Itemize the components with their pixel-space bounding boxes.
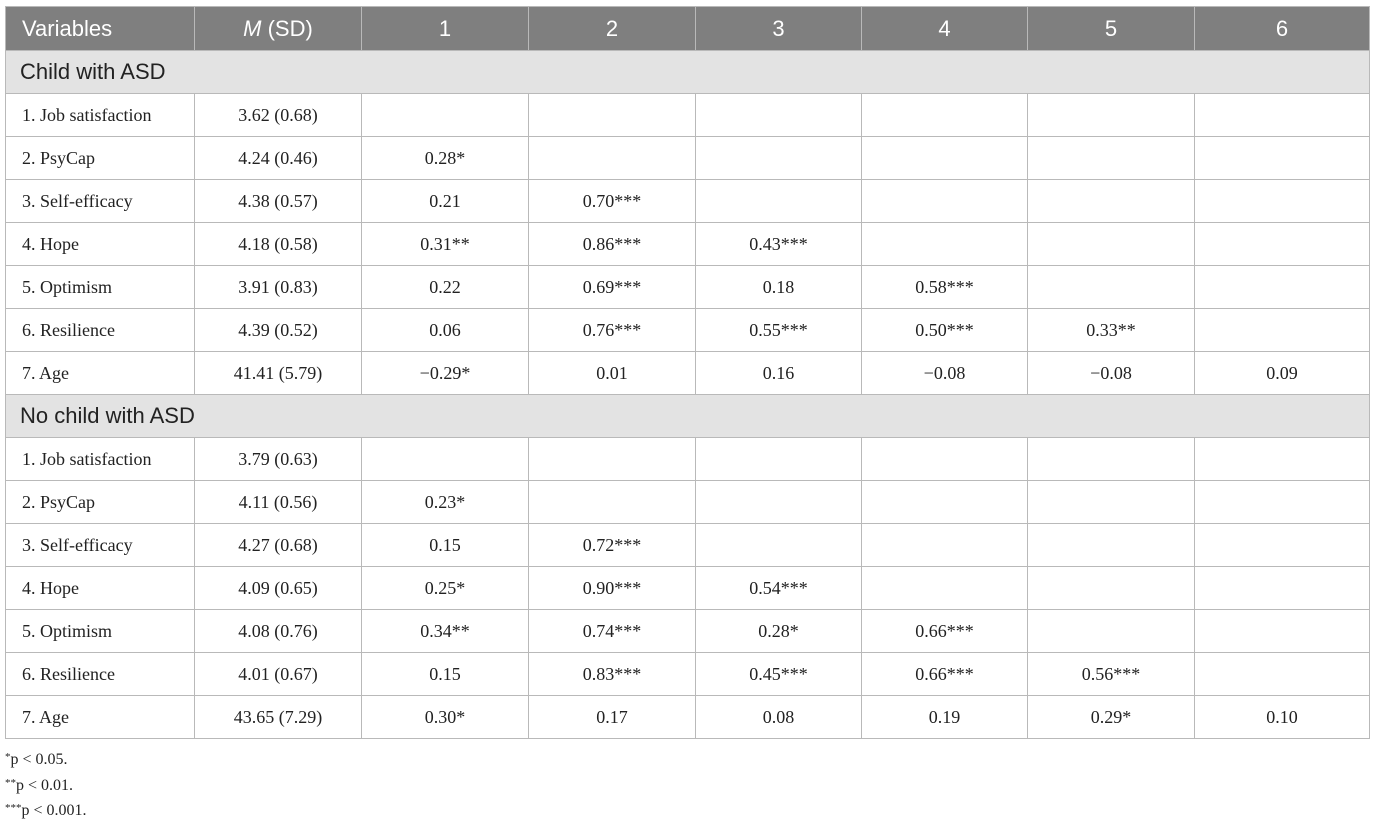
variable-cell: 3. Self-efficacy: [6, 180, 195, 223]
correlation-cell: 0.74***: [529, 610, 696, 653]
correlation-cell: [862, 137, 1028, 180]
correlation-cell: [1195, 481, 1370, 524]
note-p05: [5, 746, 87, 772]
table-row: [6, 438, 1370, 481]
note-p01: [5, 772, 87, 798]
correlation-cell: 0.28*: [362, 137, 529, 180]
correlation-cell: 0.09: [1195, 352, 1370, 395]
header-col-6: 6: [1195, 7, 1370, 51]
mean-sd-cell: 4.27 (0.68): [195, 524, 362, 567]
correlation-cell: 0.50***: [862, 309, 1028, 352]
correlation-cell: 0.22: [362, 266, 529, 309]
table-row: [6, 266, 1370, 309]
correlation-cell: [1028, 223, 1195, 266]
mean-sd-cell: 4.38 (0.57): [195, 180, 362, 223]
group-row: [6, 51, 1370, 94]
variable-cell: 7. Age: [6, 696, 195, 739]
correlation-cell: [529, 137, 696, 180]
correlation-cell: 0.55***: [696, 309, 862, 352]
header-col-5: 5: [1028, 7, 1195, 51]
correlation-cell: [1028, 94, 1195, 137]
header-sd: (SD): [267, 15, 313, 41]
correlation-cell: 0.01: [529, 352, 696, 395]
correlation-cell: 0.18: [696, 266, 862, 309]
table-row: [6, 137, 1370, 180]
correlation-cell: [696, 524, 862, 567]
correlation-cell: [1028, 266, 1195, 309]
variable-cell: 4. Hope: [6, 567, 195, 610]
table-row: [6, 180, 1370, 223]
variable-cell: 7. Age: [6, 352, 195, 395]
correlation-cell: 0.23*: [362, 481, 529, 524]
mean-sd-cell: 3.62 (0.68): [195, 94, 362, 137]
table-row: [6, 481, 1370, 524]
correlation-table: [5, 6, 1370, 739]
table-row: [6, 94, 1370, 137]
correlation-cell: [1195, 266, 1370, 309]
mean-sd-cell: 4.01 (0.67): [195, 653, 362, 696]
note-mark: ***: [5, 802, 22, 814]
note-mark: **: [5, 776, 16, 789]
correlation-cell: [1028, 137, 1195, 180]
group-label: Child with ASD: [6, 51, 1370, 94]
correlation-cell: 0.45***: [696, 653, 862, 696]
note-mark: *: [5, 751, 11, 763]
note-p001: [5, 797, 87, 823]
note-text: p < 0.001.: [21, 802, 87, 819]
correlation-cell: [696, 180, 862, 223]
correlation-cell: [1195, 438, 1370, 481]
group-row: [6, 395, 1370, 438]
correlation-cell: 0.34**: [362, 610, 529, 653]
correlation-cell: 0.17: [529, 696, 696, 739]
correlation-cell: 0.31**: [362, 223, 529, 266]
correlation-cell: [862, 524, 1028, 567]
correlation-cell: [696, 481, 862, 524]
correlation-cell: [1195, 223, 1370, 266]
correlation-cell: [529, 481, 696, 524]
table-row: [6, 696, 1370, 739]
correlation-cell: −0.08: [1028, 352, 1195, 395]
correlation-cell: 0.66***: [862, 610, 1028, 653]
correlation-cell: 0.76***: [529, 309, 696, 352]
correlation-cell: [862, 94, 1028, 137]
header-col-4: 4: [862, 7, 1028, 51]
correlation-cell: [696, 94, 862, 137]
correlation-cell: 0.69***: [529, 266, 696, 309]
correlation-cell: [1028, 180, 1195, 223]
correlation-cell: 0.58***: [862, 266, 1028, 309]
correlation-cell: 0.30*: [362, 696, 529, 739]
correlation-cell: [862, 180, 1028, 223]
header-col-2: 2: [529, 7, 696, 51]
correlation-cell: 0.90***: [529, 567, 696, 610]
header-mean-sd: [195, 7, 362, 51]
variable-cell: 5. Optimism: [6, 610, 195, 653]
correlation-cell: [1195, 567, 1370, 610]
mean-sd-cell: 43.65 (7.29): [195, 696, 362, 739]
correlation-cell: [1028, 567, 1195, 610]
variable-cell: 2. PsyCap: [6, 481, 195, 524]
mean-sd-cell: 4.09 (0.65): [195, 567, 362, 610]
correlation-cell: [1195, 610, 1370, 653]
correlation-cell: 0.72***: [529, 524, 696, 567]
variable-cell: 6. Resilience: [6, 309, 195, 352]
mean-sd-cell: 4.11 (0.56): [195, 481, 362, 524]
table-row: [6, 567, 1370, 610]
variable-cell: 6. Resilience: [6, 653, 195, 696]
correlation-cell: 0.08: [696, 696, 862, 739]
correlation-cell: [1028, 481, 1195, 524]
header-col-3: 3: [696, 7, 862, 51]
table-notes: [5, 746, 87, 823]
mean-sd-cell: 4.08 (0.76): [195, 610, 362, 653]
correlation-cell: [696, 137, 862, 180]
correlation-cell: 0.70***: [529, 180, 696, 223]
variable-cell: 1. Job satisfaction: [6, 438, 195, 481]
correlation-cell: 0.06: [362, 309, 529, 352]
group-label: No child with ASD: [6, 395, 1370, 438]
correlation-cell: 0.86***: [529, 223, 696, 266]
table-row: [6, 309, 1370, 352]
correlation-cell: 0.66***: [862, 653, 1028, 696]
correlation-cell: 0.19: [862, 696, 1028, 739]
correlation-cell: 0.16: [696, 352, 862, 395]
correlation-cell: 0.54***: [696, 567, 862, 610]
table-body: [6, 51, 1370, 739]
table-row: [6, 223, 1370, 266]
correlation-cell: [862, 567, 1028, 610]
correlation-cell: [362, 438, 529, 481]
mean-sd-cell: 4.24 (0.46): [195, 137, 362, 180]
correlation-cell: [1028, 524, 1195, 567]
note-text: p < 0.01.: [16, 776, 74, 794]
mean-sd-cell: 41.41 (5.79): [195, 352, 362, 395]
mean-sd-cell: 3.79 (0.63): [195, 438, 362, 481]
header-variables: Variables: [6, 7, 195, 51]
correlation-cell: 0.33**: [1028, 309, 1195, 352]
correlation-cell: [1195, 137, 1370, 180]
correlation-cell: [1195, 524, 1370, 567]
correlation-cell: [529, 94, 696, 137]
table-row: [6, 653, 1370, 696]
correlation-cell: [862, 438, 1028, 481]
correlation-cell: 0.15: [362, 524, 529, 567]
variable-cell: 4. Hope: [6, 223, 195, 266]
table-row: [6, 610, 1370, 653]
correlation-cell: 0.21: [362, 180, 529, 223]
correlation-cell: [862, 223, 1028, 266]
correlation-cell: 0.25*: [362, 567, 529, 610]
correlation-cell: −0.08: [862, 352, 1028, 395]
table-row: [6, 352, 1370, 395]
variable-cell: 5. Optimism: [6, 266, 195, 309]
table-row: [6, 524, 1370, 567]
correlation-cell: [1195, 653, 1370, 696]
correlation-cell: [1195, 94, 1370, 137]
correlation-cell: 0.10: [1195, 696, 1370, 739]
correlation-cell: [1195, 180, 1370, 223]
header-m: M: [243, 15, 262, 41]
correlation-cell: −0.29*: [362, 352, 529, 395]
correlation-cell: [1195, 309, 1370, 352]
correlation-cell: [1028, 438, 1195, 481]
correlation-cell: [1028, 610, 1195, 653]
correlation-cell: [362, 94, 529, 137]
variable-cell: 2. PsyCap: [6, 137, 195, 180]
correlation-cell: 0.15: [362, 653, 529, 696]
correlation-cell: 0.28*: [696, 610, 862, 653]
mean-sd-cell: 4.18 (0.58): [195, 223, 362, 266]
correlation-cell: 0.83***: [529, 653, 696, 696]
correlation-cell: [862, 481, 1028, 524]
correlation-cell: [696, 438, 862, 481]
correlation-cell: 0.43***: [696, 223, 862, 266]
correlation-cell: 0.29*: [1028, 696, 1195, 739]
mean-sd-cell: 3.91 (0.83): [195, 266, 362, 309]
mean-sd-cell: 4.39 (0.52): [195, 309, 362, 352]
header-col-1: 1: [362, 7, 529, 51]
table-header-row: [6, 7, 1370, 51]
correlation-cell: 0.56***: [1028, 653, 1195, 696]
variable-cell: 1. Job satisfaction: [6, 94, 195, 137]
variable-cell: 3. Self-efficacy: [6, 524, 195, 567]
correlation-cell: [529, 438, 696, 481]
note-text: p < 0.05.: [10, 751, 68, 768]
